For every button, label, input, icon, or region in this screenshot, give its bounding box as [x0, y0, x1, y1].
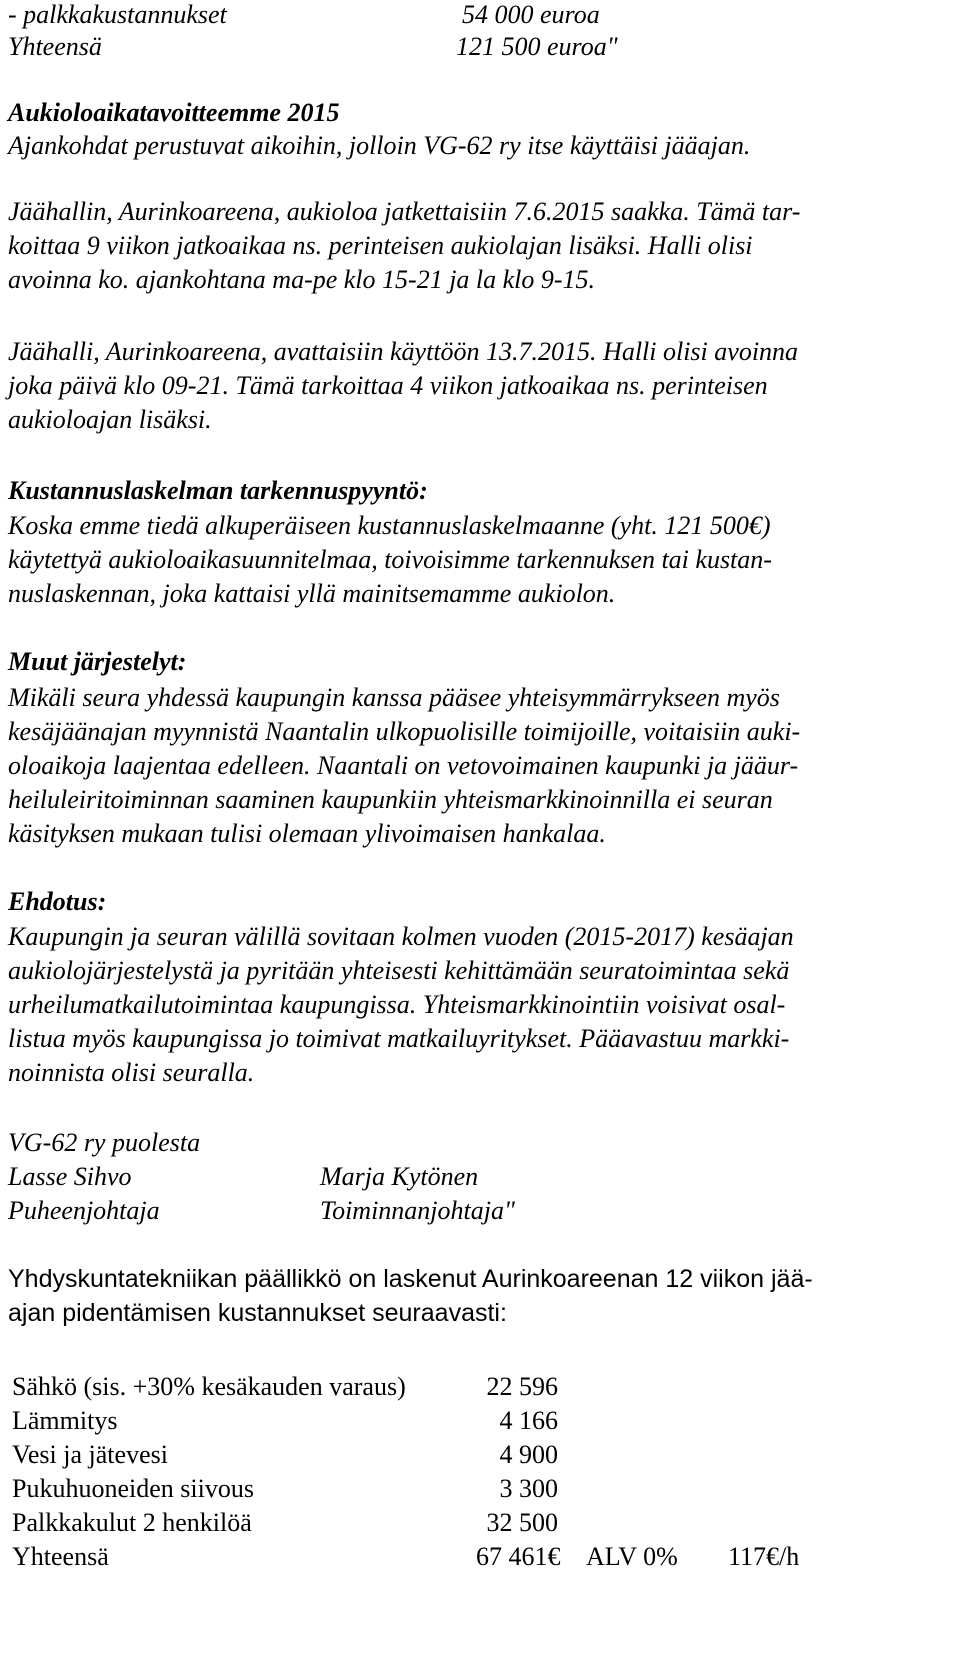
goals-intro: Ajankohdat perustuvat aikoihin, jolloin VG-62 ry itse käyttäisi jääajan. — [8, 131, 751, 160]
cost-total-value: 67 461€ — [476, 1542, 561, 1571]
cost-row-label: Pukuhuoneiden siivous — [12, 1474, 254, 1503]
goals-para2-line1: Jäähalli, Aurinkoareena, avattaisiin käyttöön 13.7.2015. Halli olisi avoinna — [8, 337, 799, 366]
statement-line2: ajan pidentämisen kustannukset seuraavasti: — [8, 1299, 507, 1327]
goals-para1-line1: Jäähallin, Aurinkoareena, aukioloa jatkettaisiin 7.6.2015 saakka. Tämä tar- — [8, 197, 801, 226]
request-line2: käytettyä aukioloaikasuunnitelmaa, toivoisimme tarkennuksen tai kustan- — [8, 545, 772, 574]
goals-para2-line3: aukioloajan lisäksi. — [8, 405, 212, 434]
cost-row-label: Palkkakulut 2 henkilöä — [12, 1508, 252, 1537]
proposal-line3: urheilumatkailutoimintaa kaupungissa. Yhteismarkkinointiin voisivat osal- — [8, 990, 786, 1019]
cost-total-per-hour: 117€/h — [728, 1542, 800, 1571]
proposal-heading: Ehdotus: — [8, 887, 107, 916]
other-heading: Muut järjestelyt: — [8, 647, 187, 676]
signature-title1: Puheenjohtaja — [8, 1196, 160, 1225]
cost-row-value: 32 500 — [486, 1508, 558, 1537]
goals-para1-line2: koittaa 9 viikon jatkoaikaa ns. perinteisen aukiolajan lisäksi. Halli olisi — [8, 231, 753, 260]
request-line3: nuslaskennan, joka kattaisi yllä mainitsemamme aukiolon. — [8, 579, 616, 608]
request-heading: Kustannuslaskelman tarkennuspyyntö: — [8, 476, 428, 505]
cost-row-label: Sähkö (sis. +30% kesäkauden varaus) — [12, 1372, 406, 1401]
cost-value-total: 121 500 euroa" — [456, 32, 618, 61]
signature-name2: Marja Kytönen — [320, 1162, 479, 1191]
other-line5: käsityksen mukaan tulisi olemaan ylivoimaisen hankalaa. — [8, 819, 606, 848]
other-line4: heiluleiritoiminnan saaminen kaupunkiin yhteismarkkinoinnilla ei seuran — [8, 785, 773, 814]
statement-line1: Yhdyskuntatekniikan päällikkö on laskenut Aurinkoareenan 12 viikon jää- — [8, 1265, 813, 1293]
cost-row-value: 22 596 — [486, 1372, 558, 1401]
goals-para2-line2: joka päivä klo 09-21. Tämä tarkoittaa 4 viikon jatkoaikaa ns. perinteisen — [8, 371, 768, 400]
cost-row-value: 3 300 — [499, 1474, 558, 1503]
other-line3: oloaikoja laajentaa edelleen. Naantali on vetovoimainen kaupunki ja jääur- — [8, 751, 799, 780]
signature-name1: Lasse Sihvo — [8, 1162, 132, 1191]
cost-row-value: 4 166 — [499, 1406, 558, 1435]
proposal-line2: aukiolojärjestelystä ja pyritään yhteisesti kehittämään seuratoimintaa sekä — [8, 956, 790, 985]
cost-label-salary: - palkkakustannukset — [8, 0, 227, 29]
other-line2: kesäjäänajan myynnistä Naantalin ulkopuolisille toimijoille, voitaisiin auki- — [8, 717, 801, 746]
goals-heading: Aukioloaikatavoitteemme 2015 — [8, 98, 340, 127]
proposal-line4: listua myös kaupungissa jo toimivat matkailuyritykset. Pääavastuu markki- — [8, 1024, 790, 1053]
other-line1: Mikäli seura yhdessä kaupungin kanssa pääsee yhteisymmärrykseen myös — [8, 683, 780, 712]
cost-row-label: Vesi ja jätevesi — [12, 1440, 168, 1469]
cost-total-vat: ALV 0% — [586, 1542, 678, 1571]
signature-behalf: VG-62 ry puolesta — [8, 1128, 201, 1157]
cost-total-label: Yhteensä — [12, 1542, 109, 1571]
proposal-line5: noinnista olisi seuralla. — [8, 1058, 255, 1087]
cost-row-value: 4 900 — [499, 1440, 558, 1469]
goals-para1-line3: avoinna ko. ajankohtana ma-pe klo 15-21 ja la klo 9-15. — [8, 265, 596, 294]
signature-title2: Toiminnanjohtaja" — [320, 1196, 515, 1225]
request-line1: Koska emme tiedä alkuperäiseen kustannuslaskelmaanne (yht. 121 500€) — [8, 511, 771, 540]
proposal-line1: Kaupungin ja seuran välillä sovitaan kolmen vuoden (2015-2017) kesäajan — [8, 922, 794, 951]
cost-value-salary: 54 000 euroa — [462, 0, 600, 29]
cost-row-label: Lämmitys — [12, 1406, 118, 1435]
cost-label-total: Yhteensä — [8, 32, 102, 61]
